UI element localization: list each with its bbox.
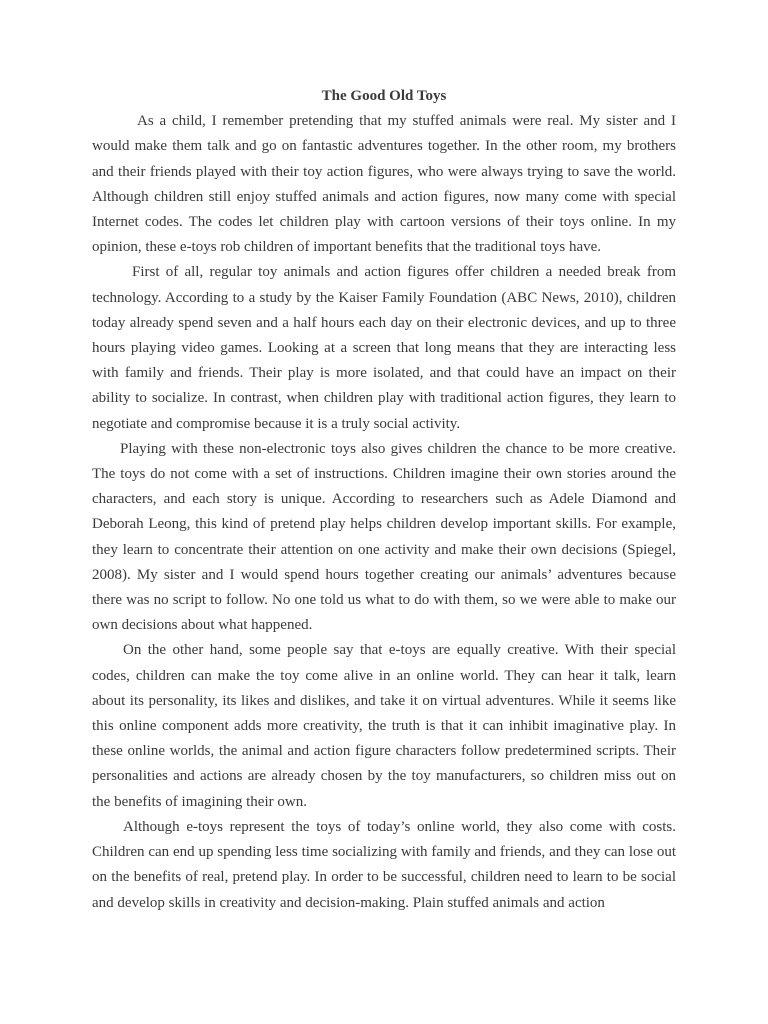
paragraph-3: Playing with these non-electronic toys also gives children the chance to be more creative. The toys do not come with a set of instructions. Children imagine their own stories around the characters, and each story is unique. According to researchers such as Adele Diamond and Deborah Leong, this kind of pretend play helps children develop important skills. For example, they learn to concentrate their attention on one activity and make their own decisions (Spiegel, 2008). My sister and I would spend hours together creating our animals’ adventures because there was no script to follow. No one told us what to do with them, so we were able to make our own decisions about what happened.: [92, 440, 676, 634]
paragraph-2: First of all, regular toy animals and action figures offer children a needed break from technology. According to a study by the Kaiser Family Foundation (ABC News, 2010), children today already spend seven and a half hours each day on their electronic devices, and up to three hours playing video games. Looking at a screen that long means that they are interacting less with family and friends. Their play is more isolated, and that could have an impact on their ability to socialize. In contrast, when children play with traditional action figures, they learn to negotiate and compromise because it is a truly social activity.: [92, 264, 676, 432]
document-body: [92, 84, 676, 916]
paragraph-4: On the other hand, some people say that e-toys are equally creative. With their special codes, children can make the toy come alive in an online world. They can hear it talk, learn about its personality, its likes and dislikes, and take it on virtual adventures. While it seems like this online component adds more creativity, the truth is that it can inhibit imaginative play. In these online worlds, the animal and action figure characters follow predetermined scripts. Their personalities and actions are already chosen by the toy manufacturers, so children miss out on the benefits of imagining their own.: [92, 642, 676, 810]
paragraph-5: Although e-toys represent the toys of today’s online world, they also come with costs. Children can end up spending less time socializing with family and friends, and they can lose out on the benefits of real, pretend play. In order to be successful, children need to learn to be social and develop skills in creativity and decision-making. Plain stuffed animals and action: [92, 818, 676, 911]
paragraph-1: As a child, I remember pretending that my stuffed animals were real. My sister and I would make them talk and go on fantastic adventures together. In the other room, my brothers and their friends played with their toy action figures, who were always trying to save the world. Although children still enjoy stuffed animals and action figures, now many come with special Internet codes. The codes let children play with cartoon versions of their toys online. In my opinion, these e-toys rob children of important benefits that the traditional toys have.: [92, 113, 676, 256]
document-title: The Good Old Toys: [321, 88, 447, 104]
